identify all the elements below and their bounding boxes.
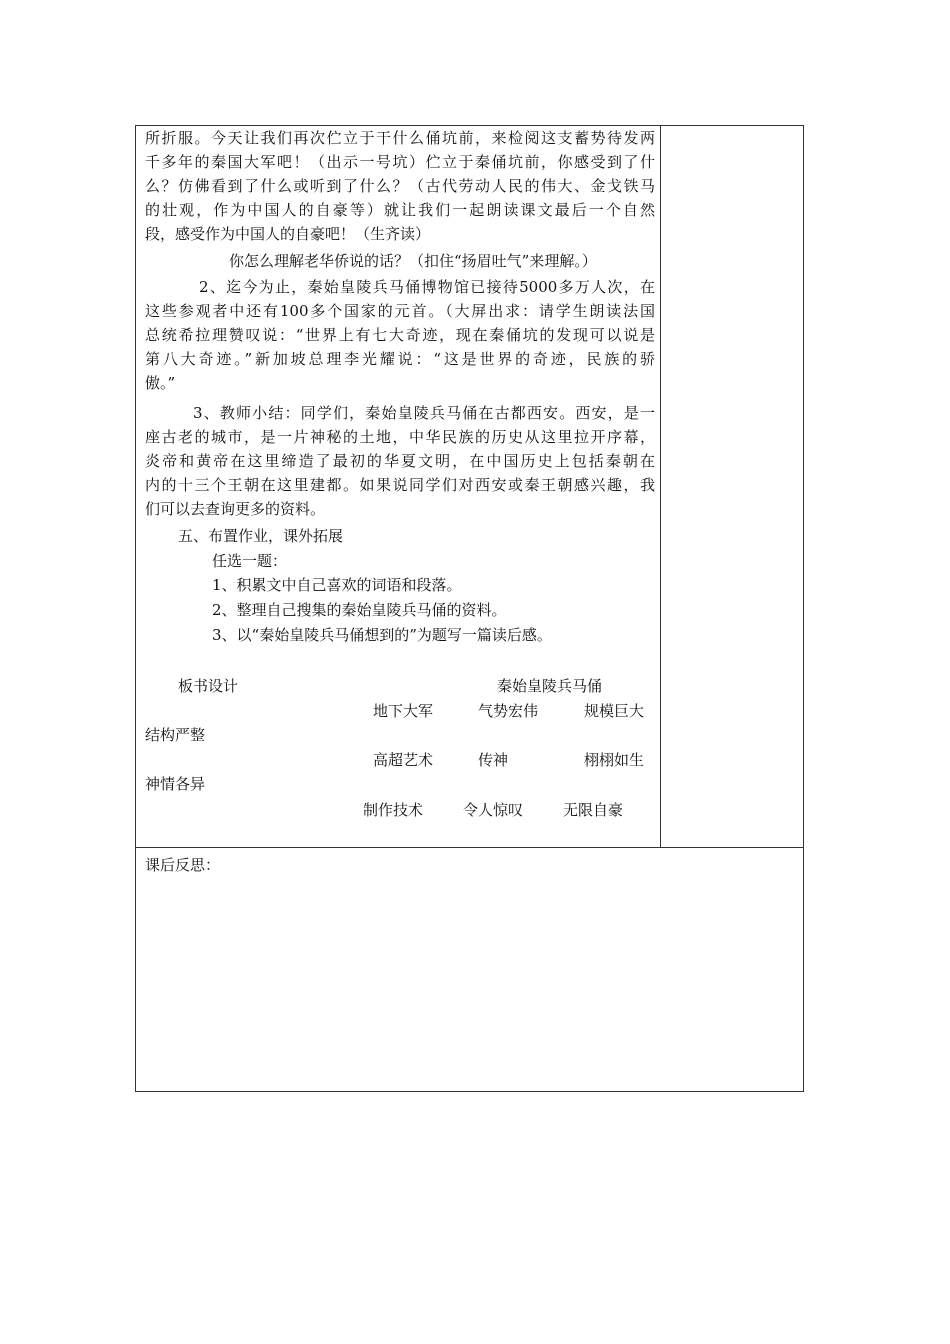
paragraph-line: 千多年的秦国大军吧！（出示一号坑）伫立于秦俑坑前，你感受到了什 (145, 153, 655, 171)
board-item: 令人惊叹 (463, 801, 524, 819)
board-item: 地下大军 (373, 702, 434, 720)
row-divider (136, 847, 803, 848)
board-item: 气势宏伟 (478, 702, 539, 720)
paragraph-line: 的壮观，作为中国人的自豪等）就让我们一起朗读课文最后一个自然 (145, 201, 655, 219)
paragraph-line: 总统希拉理赞叹说：“世界上有七大奇迹，现在秦俑坑的发现可以说是 (145, 326, 655, 344)
paragraph-line: 2、迄今为止，秦始皇陵兵马俑博物馆已接待5000多万人次，在 (199, 278, 655, 296)
column-divider (660, 126, 661, 847)
board-item: 传神 (478, 751, 509, 769)
paragraph-line: 所折服。今天让我们再次伫立于干什么俑坑前，来检阅这支蓄势待发两 (145, 129, 655, 147)
board-item: 制作技术 (363, 801, 424, 819)
paragraph-line: 们可以去查询更多的资料。 (145, 500, 326, 518)
lesson-table (135, 125, 804, 1092)
board-item: 神情各异 (145, 775, 206, 793)
paragraph-line: 内的十三个王朝在这里建都。如果说同学们对西安或秦王朝感兴趣，我 (145, 476, 655, 494)
question-line: 你怎么理解老华侨说的话？（扣住“扬眉吐气”来理解。） (229, 252, 597, 270)
paragraph-line: 3、教师小结：同学们，秦始皇陵兵马俑在古都西安。西安，是一 (193, 404, 655, 422)
homework-title: 五、布置作业，课外拓展 (178, 527, 344, 545)
board-item: 无限自豪 (563, 801, 624, 819)
board-item: 结构严整 (145, 726, 206, 744)
paragraph-line: 这些参观者中还有100多个国家的元首。（大屏出求：请学生朗读法国 (145, 302, 655, 320)
board-item: 高超艺术 (373, 751, 434, 769)
board-label: 板书设计 (178, 677, 239, 695)
paragraph-line: 第八大奇迹。”新加坡总理李光耀说：“这是世界的奇迹，民族的骄 (145, 350, 655, 368)
homework-choose: 任选一题： (212, 552, 288, 570)
paragraph-line: 座古老的城市，是一片神秘的土地，中华民族的历史从这里拉开序幕， (145, 428, 655, 446)
board-title: 秦始皇陵兵马俑 (497, 677, 603, 695)
homework-item: 2、整理自己搜集的秦始皇陵兵马俑的资料。 (212, 601, 507, 619)
paragraph-line: 傲。” (145, 374, 176, 392)
paragraph-line: 么？仿佛看到了什么或听到了什么？（古代劳动人民的伟大、金戈铁马 (145, 177, 655, 195)
board-item: 栩栩如生 (584, 751, 645, 769)
paragraph-line: 炎帝和黄帝在这里缔造了最初的华夏文明，在中国历史上包括秦朝在 (145, 452, 655, 470)
paragraph-line: 段，感受作为中国人的自豪吧！（生齐读） (145, 225, 431, 243)
homework-item: 1、积累文中自己喜欢的词语和段落。 (212, 576, 462, 594)
board-item: 规模巨大 (584, 702, 645, 720)
reflection-label: 课后反思： (145, 856, 221, 874)
homework-item: 3、以“秦始皇陵兵马俑想到的”为题写一篇读后感。 (212, 626, 552, 644)
